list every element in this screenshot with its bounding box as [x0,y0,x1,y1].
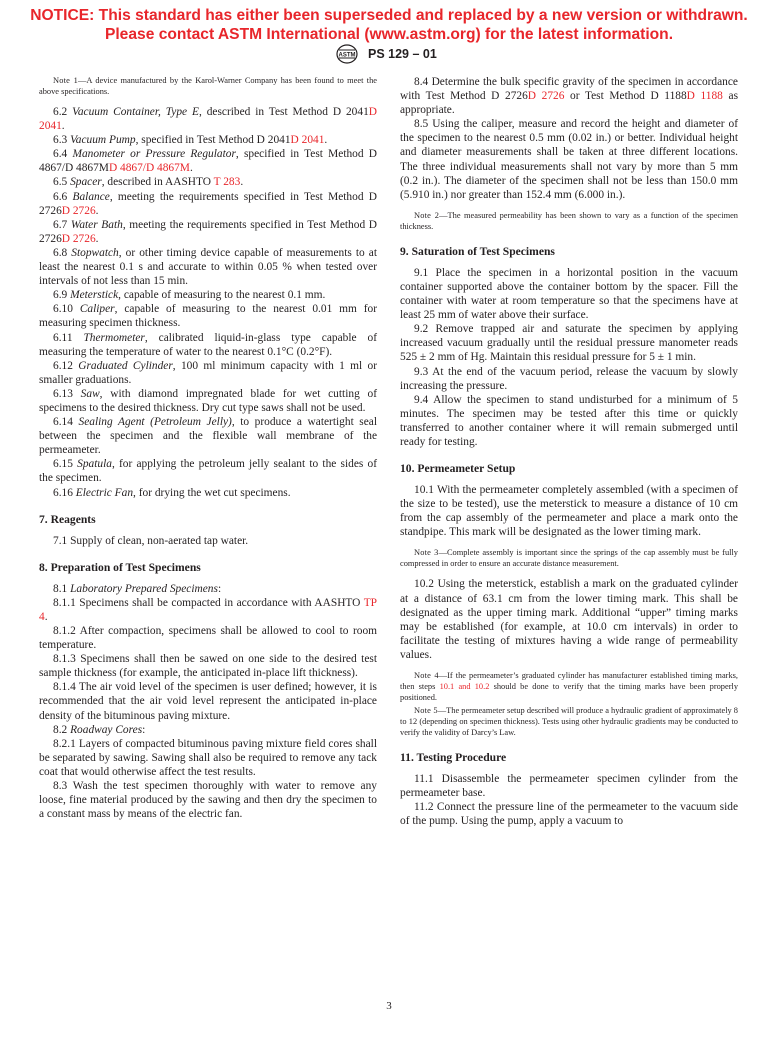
section-heading-11: 11. Testing Procedure [400,751,507,764]
para-8-3: 8.3 Wash the test specimen thoroughly with water to remove any loose, fine material produced by the sawing and then dry the specimen to a constant mass by means of the electric fan. [39,780,377,821]
para-6-12: 6.12 Graduated Cylinder, 100 ml minimum capacity with 1 ml or smaller graduations. [39,359,377,386]
para-9-1: 9.1 Place the specimen in a horizontal position in the vacuum container supported above the container bottom by the spacer. Fill the container with water at room temperature so that the specimens have at least 25 mm of water above their surface. [400,266,738,322]
note-3: Note 3—Complete assembly is important since the springs of the cap assembly must be fully compressed in order to ensure an accurate distance measurement. [400,548,738,569]
link-t283[interactable]: T 283 [213,176,241,189]
link-d1188[interactable]: D 1188 [686,90,723,103]
para-8-1: 8.1 Laboratory Prepared Specimens: [53,582,222,595]
para-9-2: 9.2 Remove trapped air and saturate the specimen by applying increased vacuum gradually until the residual pressure manometer reads 525 ± 2 mm of Hg. Maintain this residual pressure for 5 ± 1 min. [400,323,738,364]
para-8-1-2: 8.1.2 After compaction, specimens shall be allowed to cool to room temperature. [39,625,377,652]
para-6-10: 6.10 Caliper, capable of measuring to the nearest 0.01 mm for measuring specimen thickness. [39,303,378,330]
para-6-9: 6.9 Meterstick, capable of measuring to the nearest 0.1 mm. [53,289,326,302]
para-6-8: 6.8 Stopwatch, or other timing device capable of measurements to at least the nearest 0.1 s and accurate to within 0.05 % when tested over intervals of not less than 15 min. [39,246,377,288]
note-5: Note 5—The permeameter setup described will produce a hydraulic gradient of approximately 8 to 12 (depending on specimen thickness). Tests using other hydraulic gradients may be conducted to verify the validity of Darcy’s Law. [400,706,738,737]
para-6-6: 6.6 Balance, meeting the requirements specified in Test Method D 2726D 2726. [39,190,377,217]
astm-logo-icon [330,44,364,64]
section-heading-10: 10. Permeameter Setup [400,462,516,476]
left-column [39,75,377,821]
link-tp4[interactable]: TP 4 [39,596,377,623]
logo-letters: ASTM [338,52,356,59]
para-10-1: 10.1 With the permeameter completely assembled (with a specimen of the size to be tested), use the meterstick to measure a distance of 10 cm from the cap assembly of the permeameter and place a mark onto the standpipe. This mark will be designated as the lower timing mark. [400,484,738,539]
standard-header [330,44,460,64]
link-d2726[interactable]: D 2726 [61,232,96,245]
note-1: Note 1—A device manufactured by the Karol-Warner Company has been found to meet the above specifications. [39,76,377,96]
link-steps-10-1-10-2[interactable]: 10.1 and 10.2 [439,682,490,691]
para-10-2: 10.2 Using the meterstick, establish a mark on the graduated cylinder at a distance of 63.1 cm from the lower timing mark. This shall be designated as the upper timing mark. Additional “upper” timing marks may be established (for example, at 10.0 cm intervals) in order to facilitate the testing of mixtures having a wide range of permeability values. [400,578,738,661]
para-6-4: 6.4 Manometer or Pressure Regulator, specified in Test Method D 4867/D 4867MD 4867/D 4867M. [39,148,377,175]
standard-code: PS 129 – 01 [368,47,437,61]
section-heading-7: 7. Reagents [39,512,96,526]
para-6-11: 6.11 Thermometer, calibrated liquid-in-glass type capable of measuring the temperature of water to the nearest 0.1°C (0.2°F). [39,331,377,358]
para-6-5: 6.5 Spacer, described in AASHTO T 283. [53,176,244,189]
right-column [400,75,738,828]
para-6-13: 6.13 Saw, with diamond impregnated blade for wet cutting of specimens to the desired thickness. Dry cut type saws shall not be used. [39,387,377,414]
section-heading-9: 9. Saturation of Test Specimens [400,244,555,258]
section-heading-8: 8. Preparation of Test Specimens [39,560,201,574]
link-d4867[interactable]: D 4867/D 4867M [108,162,190,175]
para-11-2: 11.2 Connect the pressure line of the permeameter to the vacuum side of the pump. Using the pump, apply a vacuum to [400,801,738,828]
notice-line-2: Please contact ASTM International (www.astm.org) for the latest information. [104,26,674,43]
para-9-4: 9.4 Allow the specimen to stand undisturbed for a minimum of 5 minutes. The specimen may be tested after this time or quickly transferred to another container where it will remain submerged until ready for testing. [400,393,738,448]
para-11-1: 11.1 Disassemble the permeameter specimen cylinder from the permeameter base. [400,773,738,800]
para-8-1-3: 8.1.3 Specimens shall then be sawed on one side to the desired test sample thickness (for example, the anticipated in-place lift thickness). [39,653,377,680]
notice-line-1: NOTICE: This standard has either been superseded and replaced by a new version or withdrawn. [30,7,748,24]
para-6-2: 6.2 Vacuum Container, Type E, described in Test Method D 2041D 2041. [39,106,377,133]
para-8-5: 8.5 Using the caliper, measure and record the height and diameter of the specimen to the nearest 0.5 mm (0.02 in.) or better. Individual height and diameter measurements shall be taken at three different locations. The three individual measurements shall not vary by more than 5 mm (0.2 in.). The diameter of the specimen shall not be less than 150.0 mm (5.910 in.) nor greater than 152.4 mm (6.000 in.). [400,118,738,201]
page-number: 3 [386,1000,392,1012]
para-7-1: 7.1 Supply of clean, non-aerated tap water. [53,534,249,547]
para-6-3: 6.3 Vacuum Pump, specified in Test Method D 2041D 2041. [53,134,328,147]
para-8-1-4: 8.1.4 The air void level of the specimen is user defined; however, it is recommended that the air void level represent the anticipated in-place density of the bituminous paving mixture. [39,681,377,722]
para-9-3: 9.3 At the end of the vacuum period, release the vacuum by slowly increasing the pressure. [400,365,738,392]
para-6-7: 6.7 Water Bath, meeting the requirements specified in Test Method D 2726D 2726. [39,218,377,245]
para-8-2: 8.2 Roadway Cores: [53,723,146,736]
note-4: Note 4—If the permeameter’s graduated cylinder has manufacturer established timing marks, then steps 10.1 and 10.2 should be done to verify that the timing marks have been properly positioned. [400,671,739,702]
supersession-notice [0,6,778,44]
para-6-16: 6.16 Electric Fan, for drying the wet cut specimens. [53,486,291,499]
para-8-4: 8.4 Determine the bulk specific gravity of the specimen in accordance with Test Method D 2726D 2726 or Test Method D 1188D 1188 as appropriate. [400,76,739,117]
para-8-2-1: 8.2.1 Layers of compacted bituminous paving mixture field cores shall be separated by sawing. Sawing shall also be required to remove any tack coat that would otherwise affect the test results. [39,737,377,778]
link-d2726[interactable]: D 2726 [527,90,565,103]
link-d2726[interactable]: D 2726 [61,204,96,217]
para-6-14: 6.14 Sealing Agent (Petroleum Jelly), to produce a watertight seal between the specimen and the flexible wall membrane of the permeameter. [39,416,378,457]
para-8-1-1: 8.1.1 Specimens shall be compacted in accordance with AASHTO TP 4. [39,596,377,623]
link-d2041[interactable]: D 2041 [290,134,325,147]
link-d2041[interactable]: D 2041 [39,106,377,133]
para-6-15: 6.15 Spatula, for applying the petroleum jelly sealant to the sides of the specimen. [39,458,377,485]
note-2: Note 2—The measured permeability has been shown to vary as a function of the specimen thickness. [400,210,738,231]
